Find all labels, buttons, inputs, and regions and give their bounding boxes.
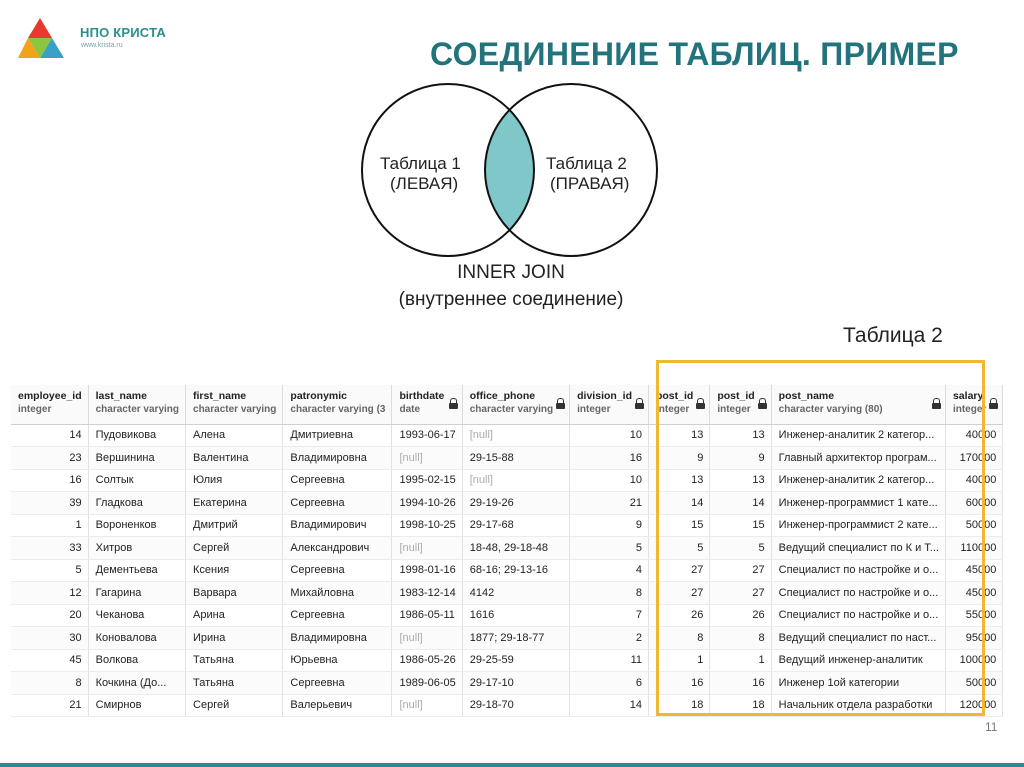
table-cell[interactable]: 68-16; 29-13-16 [462, 559, 569, 582]
venn-left-sub: (ЛЕВАЯ) [390, 174, 459, 193]
table-cell[interactable]: Хитров [88, 537, 185, 560]
table-cell[interactable]: Специалист по настройке и о... [771, 559, 945, 582]
table-cell[interactable]: 8 [648, 627, 709, 650]
table-cell[interactable]: Ксения [186, 559, 283, 582]
table-cell[interactable]: Инженер-аналитик 2 категор... [771, 424, 945, 447]
column-type: integer [577, 404, 611, 415]
table-cell[interactable]: 1 [710, 649, 771, 672]
table-row[interactable] [11, 627, 1003, 650]
table-cell[interactable]: Волкова [88, 649, 185, 672]
table-row[interactable] [11, 672, 1003, 695]
table-cell[interactable]: 23 [11, 447, 88, 470]
table-cell[interactable]: 1877; 29-18-77 [462, 627, 569, 650]
table-cell[interactable]: 1983-12-14 [392, 582, 462, 605]
table-cell[interactable]: 10 [570, 424, 649, 447]
column-header-post-id[interactable] [648, 385, 709, 424]
table-cell[interactable]: 1998-10-25 [392, 514, 462, 537]
table-cell[interactable]: 39 [11, 492, 88, 515]
table-cell[interactable]: 5 [648, 537, 709, 560]
table-cell[interactable]: Инженер-аналитик 2 категор... [771, 469, 945, 492]
table-cell[interactable]: Кочкина (До... [88, 672, 185, 695]
table-cell[interactable]: 1989-06-05 [392, 672, 462, 695]
table-cell[interactable]: [null] [462, 469, 569, 492]
venn-diagram [360, 82, 660, 262]
table-cell[interactable]: Инженер-программист 2 кате... [771, 514, 945, 537]
table-cell[interactable]: Юлия [186, 469, 283, 492]
company-logo [22, 14, 182, 66]
table-cell[interactable]: 4 [570, 559, 649, 582]
table-cell[interactable]: 170000 [945, 447, 1002, 470]
table-cell[interactable]: 100000 [945, 649, 1002, 672]
table-cell[interactable]: Сергеевна [283, 492, 392, 515]
table-cell[interactable]: 9 [710, 447, 771, 470]
table-cell[interactable]: Владимировна [283, 627, 392, 650]
column-header-office-phone[interactable] [462, 385, 569, 424]
column-name: last_name [95, 390, 147, 402]
column-name: post_name [778, 390, 835, 402]
table-cell[interactable]: Гагарина [88, 582, 185, 605]
page-number: 11 [985, 720, 998, 734]
join-sublabel: (внутреннее соединение) [398, 289, 624, 310]
table-row[interactable] [11, 604, 1003, 627]
table-cell[interactable]: 29-19-26 [462, 492, 569, 515]
table-cell[interactable]: Ведущий инженер-аналитик [771, 649, 945, 672]
column-type: character varying [469, 404, 554, 415]
column-name: patronymic [290, 390, 348, 402]
table-cell[interactable]: Пудовикова [88, 424, 185, 447]
table-cell[interactable]: 8 [11, 672, 88, 695]
table-cell[interactable]: 6 [570, 672, 649, 695]
table-cell[interactable]: 5 [710, 537, 771, 560]
column-type: integer [18, 404, 52, 415]
table-cell[interactable]: 50000 [945, 514, 1002, 537]
column-type: character varying (80) [778, 404, 883, 415]
table-cell[interactable]: Сергей [186, 537, 283, 560]
table-cell[interactable]: Гладкова [88, 492, 185, 515]
table-cell[interactable]: 29-15-88 [462, 447, 569, 470]
table-cell[interactable]: 45000 [945, 559, 1002, 582]
table-cell[interactable]: Татьяна [186, 649, 283, 672]
column-type: integer [952, 404, 987, 415]
table-cell[interactable]: Алена [186, 424, 283, 447]
table-cell[interactable]: Валерьевич [283, 694, 392, 717]
table-row[interactable] [11, 424, 1003, 447]
table-cell[interactable]: Валентина [186, 447, 283, 470]
table-cell[interactable]: Солтык [88, 469, 185, 492]
table-cell[interactable]: 13 [648, 469, 709, 492]
table-cell[interactable]: Специалист по настройке и о... [771, 582, 945, 605]
table-cell[interactable]: 16 [570, 447, 649, 470]
table-cell[interactable]: Главный архитектор програм... [771, 447, 945, 470]
table-cell[interactable]: Ведущий специалист по наст... [771, 627, 945, 650]
table-row[interactable] [11, 649, 1003, 672]
column-type: character varying (3 [290, 404, 386, 415]
table-row[interactable] [11, 582, 1003, 605]
column-header-division-id[interactable] [570, 385, 649, 424]
table-cell[interactable]: [null] [392, 627, 462, 650]
table-cell[interactable]: Вороненков [88, 514, 185, 537]
footer-line [0, 763, 1024, 767]
table-cell[interactable]: 2 [570, 627, 649, 650]
lock-icon [635, 398, 644, 409]
table-cell[interactable]: 1993-06-17 [392, 424, 462, 447]
table-cell[interactable]: 1995-02-15 [392, 469, 462, 492]
table-cell[interactable]: 16 [648, 672, 709, 695]
table-row[interactable] [11, 447, 1003, 470]
table-cell[interactable]: Сергеевна [283, 469, 392, 492]
table-cell[interactable]: 12 [11, 582, 88, 605]
table-cell[interactable]: Коновалова [88, 627, 185, 650]
table-cell[interactable]: 45 [11, 649, 88, 672]
lock-icon [696, 398, 705, 409]
table-cell[interactable]: 1986-05-11 [392, 604, 462, 627]
table-cell[interactable]: [null] [392, 537, 462, 560]
column-header-employee-id[interactable] [11, 385, 88, 424]
table-cell[interactable]: Сергеевна [283, 604, 392, 627]
table-cell[interactable]: [null] [392, 447, 462, 470]
column-name: first_name [193, 390, 247, 402]
table2-caption: Таблица 2 [843, 324, 943, 347]
table-cell[interactable]: 120000 [945, 694, 1002, 717]
table-cell[interactable]: 55000 [945, 604, 1002, 627]
column-type: character varying [193, 404, 277, 415]
column-name: post_id [717, 390, 755, 402]
table-cell[interactable]: 11 [570, 649, 649, 672]
table-cell[interactable]: Смирнов [88, 694, 185, 717]
table-cell[interactable]: 8 [710, 627, 771, 650]
logo-name: НПО КРИСТА [80, 25, 166, 40]
column-name: office_phone [469, 390, 536, 402]
table-cell[interactable]: [null] [462, 424, 569, 447]
column-name: division_id [577, 390, 632, 402]
column-type: integer [717, 404, 751, 415]
logo-site: www.krista.ru [81, 42, 123, 49]
table-row[interactable] [11, 559, 1003, 582]
table-cell[interactable]: 21 [11, 694, 88, 717]
table-cell[interactable]: 29-25-59 [462, 649, 569, 672]
table-cell[interactable]: Специалист по настройке и о... [771, 604, 945, 627]
table-cell[interactable]: Чеканова [88, 604, 185, 627]
table-cell[interactable]: 13 [648, 424, 709, 447]
table-cell[interactable]: 29-17-68 [462, 514, 569, 537]
table-cell[interactable]: 18 [648, 694, 709, 717]
table-header-row [11, 385, 1003, 424]
table-cell[interactable]: 4142 [462, 582, 569, 605]
table-cell[interactable]: 13 [710, 424, 771, 447]
join-label: INNER JOIN [457, 262, 565, 283]
table-cell[interactable]: 45000 [945, 582, 1002, 605]
table-cell[interactable]: 15 [710, 514, 771, 537]
table-cell[interactable]: Татьяна [186, 672, 283, 695]
table-cell[interactable]: 40000 [945, 469, 1002, 492]
table-body [11, 424, 1003, 717]
result-grid [11, 385, 997, 717]
column-header-birthdate[interactable] [392, 385, 462, 424]
table-cell[interactable]: 60000 [945, 492, 1002, 515]
table-cell[interactable]: 1994-10-26 [392, 492, 462, 515]
table-cell[interactable]: 1 [648, 649, 709, 672]
table-row[interactable] [11, 492, 1003, 515]
lock-icon [449, 398, 458, 409]
table-row[interactable] [11, 469, 1003, 492]
table-cell[interactable]: Сергеевна [283, 559, 392, 582]
column-header-last-name[interactable] [88, 385, 185, 424]
table-cell[interactable]: Михайловна [283, 582, 392, 605]
slide-title: СОЕДИНЕНИЕ ТАБЛИЦ. ПРИМЕР [430, 36, 959, 72]
column-name: employee_id [18, 390, 82, 402]
table-cell[interactable]: 14 [11, 424, 88, 447]
table-cell[interactable]: Юрьевна [283, 649, 392, 672]
table-cell[interactable]: 13 [710, 469, 771, 492]
table-cell[interactable]: Дмитриевна [283, 424, 392, 447]
table-cell[interactable]: Инженер 1ой категории [771, 672, 945, 695]
table-cell[interactable]: Сергей [186, 694, 283, 717]
table-cell[interactable]: Вершинина [88, 447, 185, 470]
table-cell[interactable]: 27 [648, 559, 709, 582]
table-cell[interactable]: 29-18-70 [462, 694, 569, 717]
result-table [11, 385, 1003, 717]
table-cell[interactable]: 27 [710, 582, 771, 605]
table-cell[interactable]: 18-48, 29-18-48 [462, 537, 569, 560]
table-cell[interactable]: 95000 [945, 627, 1002, 650]
table-row[interactable] [11, 514, 1003, 537]
table-cell[interactable]: 40000 [945, 424, 1002, 447]
table-cell[interactable]: 1998-01-16 [392, 559, 462, 582]
table-cell[interactable]: 21 [570, 492, 649, 515]
column-header-salary[interactable] [945, 385, 1002, 424]
lock-icon [758, 398, 767, 409]
table-cell[interactable]: Ведущий специалист по К и Т... [771, 537, 945, 560]
table-cell[interactable]: 14 [570, 694, 649, 717]
table-cell[interactable]: 50000 [945, 672, 1002, 695]
table-cell[interactable]: 27 [710, 559, 771, 582]
column-type: date [399, 404, 421, 415]
table-cell[interactable]: 26 [710, 604, 771, 627]
table-cell[interactable]: 18 [710, 694, 771, 717]
table-cell[interactable]: 9 [648, 447, 709, 470]
table-row[interactable] [11, 537, 1003, 560]
column-name: post_id [655, 390, 694, 402]
table-cell[interactable]: 14 [648, 492, 709, 515]
table-row[interactable] [11, 694, 1003, 717]
table-cell[interactable]: 8 [570, 582, 649, 605]
lock-icon [556, 398, 565, 409]
table-cell[interactable]: 5 [570, 537, 649, 560]
table-cell[interactable]: Владимировна [283, 447, 392, 470]
table-cell[interactable]: 110000 [945, 537, 1002, 560]
table-cell[interactable]: 5 [11, 559, 88, 582]
table-cell[interactable]: Варвара [186, 582, 283, 605]
venn-right-sub: (ПРАВАЯ) [550, 174, 630, 193]
table-cell[interactable]: Начальник отдела разработки [771, 694, 945, 717]
table-cell[interactable]: 1 [11, 514, 88, 537]
column-header-patronymic[interactable] [283, 385, 392, 424]
table-cell[interactable]: Дементьева [88, 559, 185, 582]
venn-left-label: Таблица 1 [380, 154, 461, 173]
table-cell[interactable]: Арина [186, 604, 283, 627]
table-cell[interactable]: Ирина [186, 627, 283, 650]
column-name: salary [952, 390, 984, 402]
table-cell[interactable]: 27 [648, 582, 709, 605]
table-cell[interactable]: Александрович [283, 537, 392, 560]
column-header-post-id[interactable] [710, 385, 771, 424]
table-cell[interactable]: 15 [648, 514, 709, 537]
logo-triangles-icon [22, 14, 78, 64]
column-type: character varying [95, 404, 180, 415]
column-type: integer [655, 404, 690, 415]
venn-right-label: Таблица 2 [546, 154, 627, 173]
lock-icon [989, 398, 998, 409]
table-cell[interactable]: [null] [392, 694, 462, 717]
table-cell[interactable]: 10 [570, 469, 649, 492]
table-cell[interactable]: Дмитрий [186, 514, 283, 537]
table-cell[interactable]: 9 [570, 514, 649, 537]
table-cell[interactable]: 30 [11, 627, 88, 650]
table-cell[interactable]: 1616 [462, 604, 569, 627]
table-cell[interactable]: 1986-05-26 [392, 649, 462, 672]
table-cell[interactable]: 14 [710, 492, 771, 515]
table-cell[interactable]: Екатерина [186, 492, 283, 515]
table-cell[interactable]: Владимирович [283, 514, 392, 537]
table-cell[interactable]: 16 [11, 469, 88, 492]
table-cell[interactable]: 20 [11, 604, 88, 627]
column-header-first-name[interactable] [186, 385, 283, 424]
column-header-post-name[interactable] [771, 385, 945, 424]
table-cell[interactable]: Инженер-программист 1 кате... [771, 492, 945, 515]
table-cell[interactable]: 29-17-10 [462, 672, 569, 695]
table-cell[interactable]: 33 [11, 537, 88, 560]
table-cell[interactable]: 26 [648, 604, 709, 627]
table-cell[interactable]: 16 [710, 672, 771, 695]
table-cell[interactable]: Сергеевна [283, 672, 392, 695]
lock-icon [932, 398, 941, 409]
table-cell[interactable]: 7 [570, 604, 649, 627]
column-name: birthdate [399, 390, 445, 402]
